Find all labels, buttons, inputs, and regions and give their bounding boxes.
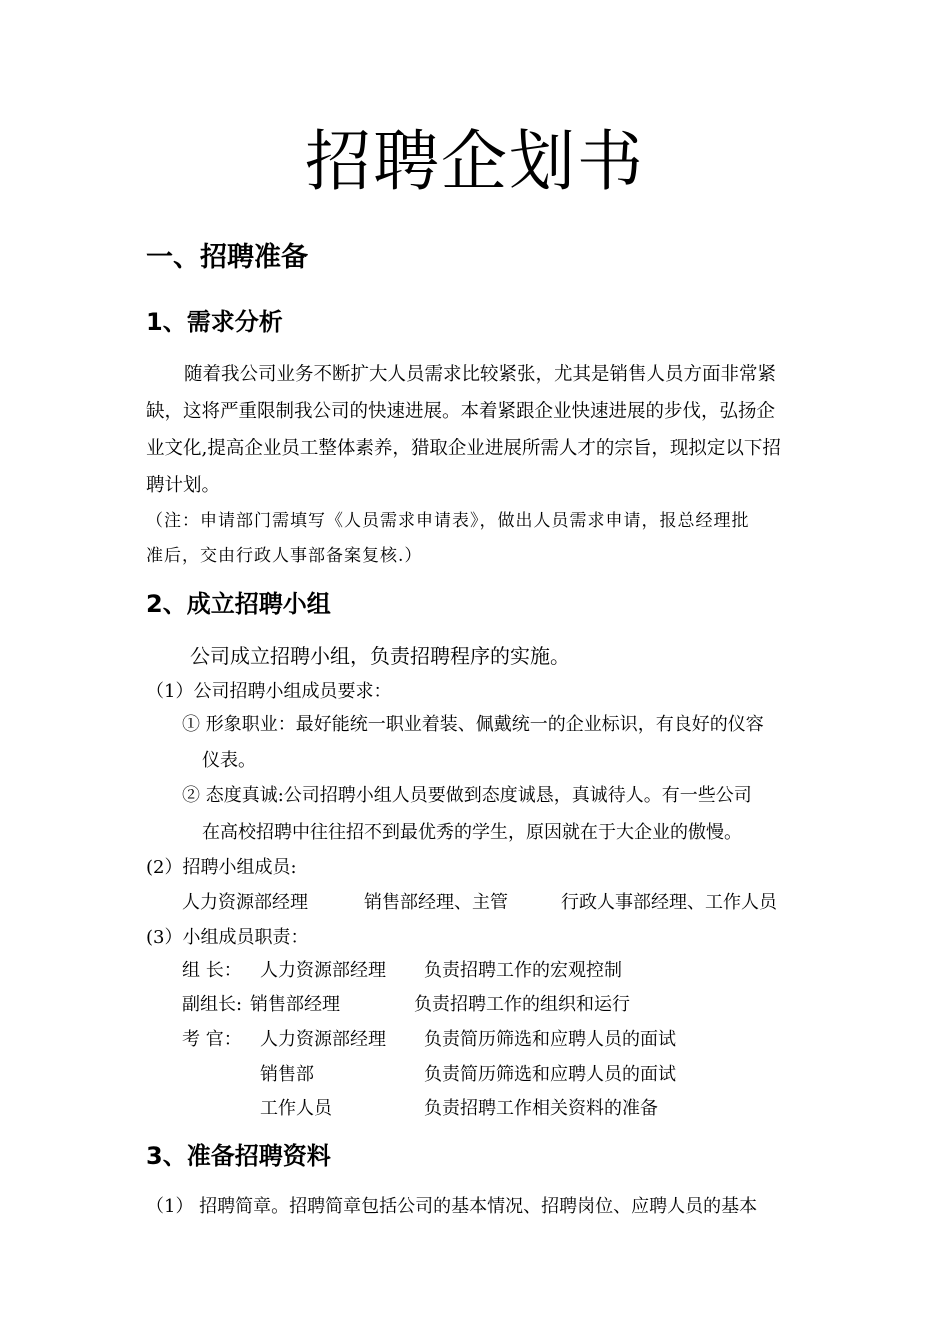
note-line: （注：申请部门需填写《人员需求申请表》，做出人员需求申请，报总经理批	[146, 511, 750, 531]
requirement-item: ① 形象职业：最好能统一职业着装、佩戴统一的企业标识，有良好的仪容	[182, 714, 764, 735]
member-item: 销售部经理、主管	[364, 892, 508, 913]
duty-description: 负责简历筛选和应聘人员的面试	[424, 1064, 676, 1085]
materials-item: （1） 招聘简章。招聘简章包括公司的基本情况、招聘岗位、应聘人员的基本	[146, 1196, 758, 1217]
paragraph-line: 缺，这将严重限制我公司的快速进展。本着紧跟企业快速进展的步伐，弘扬企	[146, 401, 776, 422]
duty-role: 组 长：	[182, 960, 242, 981]
duty-role: 副组长:	[182, 994, 243, 1015]
duty-person: 人力资源部经理	[260, 1029, 386, 1050]
duty-person: 人力资源部经理	[260, 960, 386, 981]
requirement-item-cont: 仪表。	[202, 750, 256, 771]
paragraph-line: 随着我公司业务不断扩大人员需求比较紧张，尤其是销售人员方面非常紧	[184, 364, 777, 385]
duty-person: 销售部经理	[250, 994, 340, 1015]
document-title: 招聘企划书	[305, 123, 645, 200]
duty-description: 负责简历筛选和应聘人员的面试	[424, 1029, 676, 1050]
requirements-label: （1）公司招聘小组成员要求：	[146, 681, 392, 702]
subsection-heading-materials: 3、准备招聘资料	[146, 1142, 331, 1170]
duties-label: (3）小组成员职责：	[146, 927, 309, 948]
subsection-heading-needs: 1、需求分析	[146, 308, 283, 336]
members-label: (2）招聘小组成员:	[146, 857, 297, 878]
duty-description: 负责招聘工作的宏观控制	[424, 960, 622, 981]
paragraph-line: 聘计划。	[146, 475, 221, 496]
requirement-item-cont: 在高校招聘中往往招不到最优秀的学生，原因就在于大企业的傲慢。	[202, 822, 742, 843]
duty-description: 负责招聘工作的组织和运行	[414, 994, 630, 1015]
duty-role: 考 官：	[182, 1029, 242, 1050]
member-item: 人力资源部经理	[182, 892, 308, 913]
subsection-heading-team: 2、成立招聘小组	[146, 590, 331, 618]
section-heading-preparation: 一、招聘准备	[146, 242, 308, 273]
duty-person: 销售部	[260, 1064, 314, 1085]
note-line: 准后，交由行政人事部备案复核.）	[146, 546, 423, 566]
duty-description: 负责招聘工作相关资料的准备	[424, 1098, 658, 1119]
paragraph-line: 业文化,提高企业员工整体素养，猎取企业进展所需人才的宗旨，现拟定以下招	[146, 438, 781, 459]
member-item: 行政人事部经理、工作人员	[561, 892, 777, 913]
requirement-item: ② 态度真诚:公司招聘小组人员要做到态度诚恳，真诚待人。有一些公司	[182, 785, 752, 806]
team-intro: 公司成立招聘小组，负责招聘程序的实施。	[190, 644, 570, 668]
duty-person: 工作人员	[260, 1098, 332, 1119]
